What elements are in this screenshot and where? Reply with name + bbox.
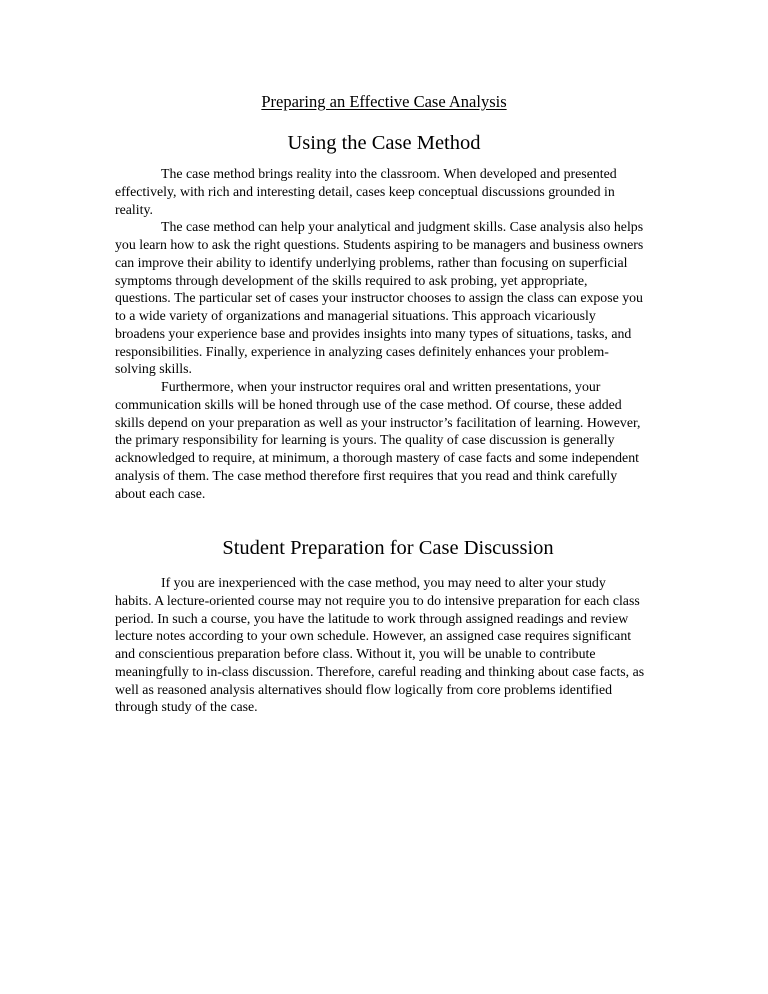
section-heading-student-preparation: Student Preparation for Case Discussion [222,537,554,559]
paragraph: The case method brings reality into the classroom. When developed and presented effectively, with rich and interesting detail, cases keep conceptual discussions grounded in reality. [115,166,617,217]
paragraph: Furthermore, when your instructor requires oral and written presentations, your communication skills will be honed through use of the case method. Of course, these added skills depend on your preparation as well as your instructor’s facilitation of learning. However, the primary responsibility for learning is yours. The quality of case discussion is generally acknowledged to require, at minimum, a thorough mastery of case facts and some independent analysis of them. The case method therefore first requires that you read and think carefully about each case. [115,379,641,501]
section-heading-using-case-method: Using the Case Method [287,132,481,154]
document-title-text: Preparing an Effective Case Analysis [261,92,507,111]
paragraph: If you are inexperienced with the case method, you may need to alter your study habits. A lecture-oriented course may not require you to do intensive preparation for each class period. In such a course, you have the latitude to work through assigned readings and review lecture notes according to your own schedule. However, an assigned case requires significant and conscientious preparation before class. Without it, you will be unable to contribute meaningfully to in-class discussion. Therefore, careful reading and thinking about case facts, as well as reasoned analysis alternatives should flow logically from core problems identified through study of the case. [115,575,645,715]
paragraph: The case method can help your analytical and judgment skills. Case analysis also helps you learn how to ask the right questions. Students aspiring to be managers and business owners can improve their ability to identify underlying problems, rather than focusing on superficial symptoms through development of the skills required to ask probing, yet appropriate, questions. The particular set of cases your instructor chooses to assign the class can expose you to a wide variety of organizations and managerial situations. This approach vicariously broadens your experience base and provides insights into many types of situations, tasks, and responsibilities. Finally, experience in analyzing cases definitely enhances your problem-solving skills. [115,219,644,377]
document-title [0,92,768,112]
section-body-using-case-method [115,165,645,502]
section-body-student-preparation [115,574,645,716]
